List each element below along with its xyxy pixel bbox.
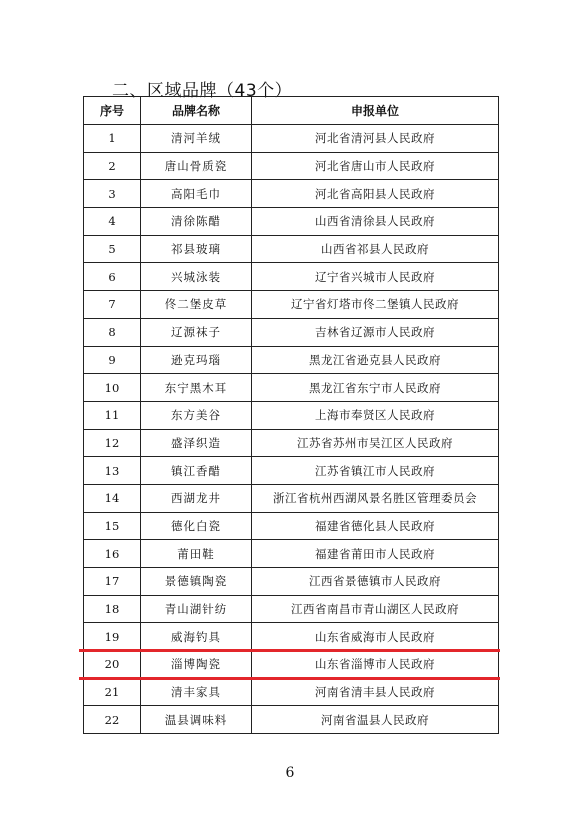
row-brand: 清丰家具 bbox=[141, 678, 252, 706]
table-row bbox=[84, 263, 499, 291]
table-row bbox=[84, 318, 499, 346]
row-num: 3 bbox=[84, 180, 141, 208]
row-unit: 黑龙江省东宁市人民政府 bbox=[252, 374, 499, 402]
row-unit: 河南省温县人民政府 bbox=[252, 706, 499, 734]
row-unit: 山东省淄博市人民政府 bbox=[252, 651, 499, 679]
row-num: 19 bbox=[84, 623, 141, 651]
row-unit: 辽宁省灯塔市佟二堡镇人民政府 bbox=[252, 291, 499, 319]
row-brand: 清河羊绒 bbox=[141, 125, 252, 153]
table-row bbox=[84, 706, 499, 734]
row-brand: 威海钓具 bbox=[141, 623, 252, 651]
row-brand: 温县调味料 bbox=[141, 706, 252, 734]
section-title: 二、区域品牌（43个） bbox=[112, 81, 293, 101]
row-unit: 河北省清河县人民政府 bbox=[252, 125, 499, 153]
table-row bbox=[84, 429, 499, 457]
row-brand: 盛泽织造 bbox=[141, 429, 252, 457]
row-unit: 浙江省杭州西湖风景名胜区管理委员会 bbox=[252, 484, 499, 512]
header-brand: 品牌名称 bbox=[141, 97, 252, 125]
row-num: 21 bbox=[84, 678, 141, 706]
row-brand: 德化白瓷 bbox=[141, 512, 252, 540]
row-brand: 清徐陈醋 bbox=[141, 208, 252, 236]
row-unit: 河北省高阳县人民政府 bbox=[252, 180, 499, 208]
table-row bbox=[84, 208, 499, 236]
header-unit: 申报单位 bbox=[252, 97, 499, 125]
row-num: 18 bbox=[84, 595, 141, 623]
row-unit: 吉林省辽源市人民政府 bbox=[252, 318, 499, 346]
table-row bbox=[84, 291, 499, 319]
row-unit: 福建省莆田市人民政府 bbox=[252, 540, 499, 568]
row-num: 8 bbox=[84, 318, 141, 346]
row-unit: 河北省唐山市人民政府 bbox=[252, 152, 499, 180]
row-num: 22 bbox=[84, 706, 141, 734]
row-num: 12 bbox=[84, 429, 141, 457]
table-row bbox=[84, 484, 499, 512]
row-num: 9 bbox=[84, 346, 141, 374]
row-num: 6 bbox=[84, 263, 141, 291]
row-brand: 祁县玻璃 bbox=[141, 235, 252, 263]
table-row bbox=[84, 125, 499, 153]
table-row bbox=[84, 235, 499, 263]
table-row bbox=[84, 540, 499, 568]
table-row bbox=[84, 568, 499, 596]
row-unit: 江苏省镇江市人民政府 bbox=[252, 457, 499, 485]
table-row bbox=[84, 180, 499, 208]
row-num: 20 bbox=[84, 651, 141, 679]
row-unit: 上海市奉贤区人民政府 bbox=[252, 401, 499, 429]
row-num: 16 bbox=[84, 540, 141, 568]
row-num: 10 bbox=[84, 374, 141, 402]
table-row bbox=[84, 595, 499, 623]
table-row bbox=[84, 512, 499, 540]
table-row-highlighted bbox=[84, 651, 499, 679]
row-brand: 青山湖针纺 bbox=[141, 595, 252, 623]
row-brand: 莆田鞋 bbox=[141, 540, 252, 568]
row-num: 13 bbox=[84, 457, 141, 485]
page-number: 6 bbox=[285, 765, 295, 781]
row-num: 2 bbox=[84, 152, 141, 180]
table-row bbox=[84, 678, 499, 706]
row-brand: 辽源袜子 bbox=[141, 318, 252, 346]
row-num: 5 bbox=[84, 235, 141, 263]
row-unit: 山西省清徐县人民政府 bbox=[252, 208, 499, 236]
row-num: 17 bbox=[84, 568, 141, 596]
row-unit: 江苏省苏州市吴江区人民政府 bbox=[252, 429, 499, 457]
table-row bbox=[84, 457, 499, 485]
row-unit: 辽宁省兴城市人民政府 bbox=[252, 263, 499, 291]
row-brand: 景德镇陶瓷 bbox=[141, 568, 252, 596]
row-unit: 山西省祁县人民政府 bbox=[252, 235, 499, 263]
table-row bbox=[84, 152, 499, 180]
row-brand: 高阳毛巾 bbox=[141, 180, 252, 208]
row-num: 4 bbox=[84, 208, 141, 236]
row-num: 11 bbox=[84, 401, 141, 429]
row-unit: 河南省清丰县人民政府 bbox=[252, 678, 499, 706]
table-header-row bbox=[84, 97, 499, 125]
row-brand: 东方美谷 bbox=[141, 401, 252, 429]
row-brand: 东宁黑木耳 bbox=[141, 374, 252, 402]
table-row bbox=[84, 346, 499, 374]
row-num: 7 bbox=[84, 291, 141, 319]
table-row bbox=[84, 623, 499, 651]
row-brand: 佟二堡皮草 bbox=[141, 291, 252, 319]
table-row bbox=[84, 374, 499, 402]
highlight-line-top bbox=[79, 649, 500, 652]
row-brand: 逊克玛瑙 bbox=[141, 346, 252, 374]
highlight-line-bottom bbox=[79, 677, 500, 680]
row-unit: 江西省南昌市青山湖区人民政府 bbox=[252, 595, 499, 623]
row-brand: 唐山骨质瓷 bbox=[141, 152, 252, 180]
regional-brand-table bbox=[83, 96, 499, 734]
row-unit: 江西省景德镇市人民政府 bbox=[252, 568, 499, 596]
row-num: 14 bbox=[84, 484, 141, 512]
header-num: 序号 bbox=[84, 97, 141, 125]
row-unit: 山东省威海市人民政府 bbox=[252, 623, 499, 651]
table-row bbox=[84, 401, 499, 429]
row-brand: 西湖龙井 bbox=[141, 484, 252, 512]
row-brand: 镇江香醋 bbox=[141, 457, 252, 485]
row-brand: 淄博陶瓷 bbox=[141, 651, 252, 679]
row-unit: 福建省德化县人民政府 bbox=[252, 512, 499, 540]
row-num: 1 bbox=[84, 125, 141, 153]
row-num: 15 bbox=[84, 512, 141, 540]
row-brand: 兴城泳装 bbox=[141, 263, 252, 291]
row-unit: 黑龙江省逊克县人民政府 bbox=[252, 346, 499, 374]
